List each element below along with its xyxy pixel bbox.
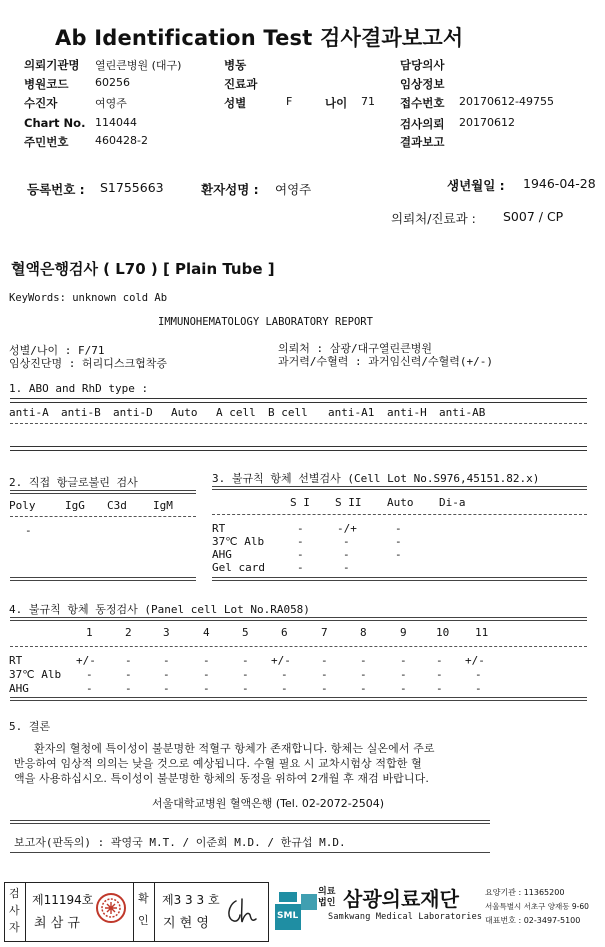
header-label: Chart No. bbox=[24, 116, 86, 130]
org-license: 요양기관 : 11365200 bbox=[485, 888, 565, 897]
section-5-title: 5. 결론 bbox=[9, 720, 51, 733]
divider bbox=[10, 493, 196, 494]
divider bbox=[10, 620, 587, 621]
label-char: 인 bbox=[138, 914, 149, 927]
diagnosis: 임상진단명 : 허리디스크협착증 bbox=[9, 357, 168, 370]
panel-cell: - bbox=[360, 654, 367, 667]
panel-cell: - bbox=[163, 668, 170, 681]
panel-cell: - bbox=[203, 654, 210, 667]
screen-cell: - bbox=[395, 522, 402, 535]
dat-header: IgM bbox=[153, 499, 173, 512]
screen-cell: - bbox=[343, 561, 350, 574]
divider bbox=[10, 446, 587, 451]
report-heading: 혈액은행검사 ( L70 ) [ Plain Tube ] bbox=[11, 260, 275, 278]
lab-title: IMMUNOHEMATOLOGY LABORATORY REPORT bbox=[158, 316, 373, 328]
panel-cell: - bbox=[400, 668, 407, 681]
label-char: 검 bbox=[9, 887, 20, 900]
panel-header: 6 bbox=[281, 626, 288, 639]
abo-header: anti-A bbox=[9, 406, 49, 419]
panel-cell: - bbox=[242, 668, 249, 681]
signoff: 서울대학교병원 혈액은행 (Tel. 02-2072-2504) bbox=[152, 797, 385, 810]
panel-cell: - bbox=[475, 682, 482, 695]
header-label: 담당의사 bbox=[400, 58, 445, 72]
panel-header: 1 bbox=[86, 626, 93, 639]
panel-cell: - bbox=[281, 668, 288, 681]
screen-cell: - bbox=[297, 561, 304, 574]
panel-row-label: RT bbox=[9, 654, 23, 667]
header-value: 71 bbox=[361, 95, 375, 108]
prefix-line: 의료 bbox=[318, 887, 336, 897]
label-char: 사 bbox=[9, 904, 20, 917]
header-value: 여영주 bbox=[95, 97, 127, 110]
header-value: 114044 bbox=[95, 116, 137, 129]
panel-header: 9 bbox=[400, 626, 407, 639]
header-label: 병원코드 bbox=[24, 77, 69, 91]
screen-row-label: RT bbox=[212, 522, 226, 535]
inspector-license: 제11194호 bbox=[32, 893, 94, 907]
divider bbox=[10, 617, 587, 618]
sml-logo-icon bbox=[271, 884, 321, 934]
abo-header: anti-D bbox=[113, 406, 153, 419]
abo-header: A cell bbox=[216, 406, 256, 419]
dat-header: IgG bbox=[65, 499, 85, 512]
header-label: 의뢰기관명 bbox=[24, 58, 80, 72]
divider bbox=[212, 486, 587, 487]
panel-cell: +/- bbox=[76, 654, 96, 667]
panel-header: 11 bbox=[475, 626, 489, 639]
dob-value: 1946-04-28 bbox=[523, 176, 596, 191]
history: 과거력/수혈력 : 과거임신력/수혈력(+/-) bbox=[278, 355, 493, 368]
header-label: 임상정보 bbox=[400, 77, 445, 91]
logo-text: SML bbox=[277, 911, 299, 921]
screen-cell: -/+ bbox=[337, 522, 357, 535]
seal-stamp-icon bbox=[95, 892, 127, 924]
divider bbox=[10, 646, 587, 647]
org-address: 서울특별시 서초구 양재동 9-60 bbox=[485, 902, 589, 911]
header-value: 20170612 bbox=[459, 116, 515, 129]
panel-cell: - bbox=[125, 668, 132, 681]
screen-header: Di-a bbox=[439, 496, 466, 509]
screen-cell: - bbox=[343, 548, 350, 561]
divider bbox=[25, 882, 26, 942]
header-value: 460428-2 bbox=[95, 134, 148, 147]
divider bbox=[10, 490, 196, 491]
panel-header: 5 bbox=[242, 626, 249, 639]
screen-cell: - bbox=[297, 522, 304, 535]
reporters: 보고자(판독의) : 곽영국 M.T. / 이준희 M.D. / 한규섭 M.D. bbox=[14, 836, 346, 849]
panel-cell: - bbox=[281, 682, 288, 695]
screen-cell: - bbox=[343, 535, 350, 548]
org-name: 삼광의료재단 bbox=[343, 887, 459, 911]
screen-row-label: 37℃ Alb bbox=[212, 535, 265, 548]
divider bbox=[212, 514, 587, 515]
label-char: 자 bbox=[9, 921, 20, 934]
header-value: 60256 bbox=[95, 76, 130, 89]
panel-cell: - bbox=[125, 654, 132, 667]
report-title: Ab Identification Test 검사결과보고서 bbox=[55, 26, 464, 50]
panel-cell: - bbox=[125, 682, 132, 695]
patient-name: 여영주 bbox=[275, 182, 312, 197]
reviewer-label bbox=[138, 888, 149, 932]
header-label: 진료과 bbox=[224, 77, 258, 91]
section-2-title: 2. 직접 항글로불린 검사 bbox=[9, 476, 138, 489]
panel-cell: - bbox=[436, 654, 443, 667]
reviewer-name: 지 현 영 bbox=[163, 916, 209, 931]
divider bbox=[10, 820, 490, 821]
abo-header: Auto bbox=[171, 406, 198, 419]
divider bbox=[212, 580, 587, 581]
divider bbox=[10, 580, 196, 581]
abo-header: anti-H bbox=[387, 406, 427, 419]
inspector-name: 최 삼 규 bbox=[34, 916, 80, 931]
screen-header: S II bbox=[335, 496, 362, 509]
screen-cell: - bbox=[395, 535, 402, 548]
divider bbox=[133, 882, 134, 942]
conclusion-line: 환자의 혈청에 특이성이 불분명한 적혈구 항체가 존재합니다. 항체는 실온에서 주로 bbox=[34, 742, 435, 755]
header-label: 나이 bbox=[325, 96, 348, 110]
org-prefix bbox=[318, 887, 335, 909]
header-label: 병동 bbox=[224, 58, 247, 72]
abo-header: anti-B bbox=[61, 406, 101, 419]
sex-age: 성별/나이 : F/71 bbox=[9, 344, 105, 357]
name-label: 환자성명 : bbox=[201, 182, 259, 197]
panel-row-label: AHG bbox=[9, 682, 29, 695]
dat-header: C3d bbox=[107, 499, 127, 512]
screen-row-label: Gel card bbox=[212, 561, 265, 574]
panel-cell: - bbox=[321, 654, 328, 667]
divider bbox=[10, 852, 490, 853]
dept-label: 의뢰처/진료과 : bbox=[391, 211, 476, 226]
section-4-title: 4. 불규칙 항체 동정검사 (Panel cell Lot No.RA058) bbox=[9, 603, 310, 616]
divider bbox=[212, 489, 587, 490]
panel-cell: +/- bbox=[271, 654, 291, 667]
panel-cell: - bbox=[242, 654, 249, 667]
panel-cell: - bbox=[400, 654, 407, 667]
abo-header: anti-A1 bbox=[328, 406, 375, 419]
panel-cell: - bbox=[400, 682, 407, 695]
panel-header: 4 bbox=[203, 626, 210, 639]
header-value: F bbox=[286, 95, 293, 108]
screen-cell: - bbox=[297, 535, 304, 548]
prefix-line: 법인 bbox=[318, 898, 336, 908]
panel-cell: - bbox=[203, 682, 210, 695]
divider bbox=[10, 823, 490, 824]
org-phone: 대표번호 : 02-3497-5100 bbox=[485, 916, 581, 925]
screen-header: Auto bbox=[387, 496, 414, 509]
org-english-name: Samkwang Medical Laboratories bbox=[328, 912, 483, 922]
panel-header: 2 bbox=[125, 626, 132, 639]
conclusion-line: 반응하여 임상적 의의는 낮을 것으로 예상됩니다. 수혈 필요 시 교차시험상 적합한 혈 bbox=[14, 757, 422, 770]
panel-cell: - bbox=[475, 668, 482, 681]
screen-cell: - bbox=[297, 548, 304, 561]
panel-header: 7 bbox=[321, 626, 328, 639]
panel-header: 8 bbox=[360, 626, 367, 639]
inspector-label bbox=[9, 885, 20, 936]
signature-icon bbox=[222, 895, 262, 927]
panel-cell: - bbox=[321, 682, 328, 695]
reg-number: S1755663 bbox=[100, 180, 164, 195]
label-char: 확 bbox=[138, 892, 149, 905]
panel-cell: - bbox=[86, 682, 93, 695]
panel-cell: - bbox=[360, 668, 367, 681]
divider bbox=[154, 882, 155, 942]
divider bbox=[10, 423, 587, 424]
dat-header: Poly bbox=[9, 499, 36, 512]
header-value: 열린큰병원 (대구) bbox=[95, 59, 182, 72]
header-label: 결과보고 bbox=[400, 135, 445, 149]
panel-cell: - bbox=[360, 682, 367, 695]
screen-header: S I bbox=[290, 496, 310, 509]
header-label: 수진자 bbox=[24, 96, 58, 110]
divider bbox=[10, 697, 587, 698]
panel-row-label: 37℃ Alb bbox=[9, 668, 62, 681]
requester: 의뢰처 : 삼광/대구열린큰병원 bbox=[278, 342, 433, 355]
panel-cell: - bbox=[321, 668, 328, 681]
screen-row-label: AHG bbox=[212, 548, 232, 561]
section-3-title: 3. 불규칙 항체 선별검사 (Cell Lot No.S976,45151.82.x) bbox=[212, 472, 540, 485]
panel-cell: - bbox=[163, 682, 170, 695]
dob-label: 생년월일 : bbox=[447, 178, 505, 193]
abo-header: B cell bbox=[268, 406, 308, 419]
section-1-title: 1. ABO and RhD type : bbox=[9, 382, 149, 395]
panel-cell: - bbox=[436, 668, 443, 681]
header-value: 20170612-49755 bbox=[459, 95, 554, 108]
reviewer-license: 제3 3 3 호 bbox=[162, 893, 220, 907]
conclusion-line: 액을 사용하십시오. 특이성이 불분명한 항체의 동정을 위하여 2개월 후 재검 바랍니다. bbox=[14, 772, 429, 785]
panel-cell: - bbox=[86, 668, 93, 681]
abo-header: anti-AB bbox=[439, 406, 486, 419]
divider bbox=[10, 700, 587, 701]
panel-cell: - bbox=[203, 668, 210, 681]
panel-header: 10 bbox=[436, 626, 450, 639]
dept-value: S007 / CP bbox=[503, 209, 564, 224]
panel-cell: - bbox=[436, 682, 443, 695]
divider bbox=[10, 577, 196, 578]
screen-cell: - bbox=[395, 548, 402, 561]
panel-header: 3 bbox=[163, 626, 170, 639]
header-label: 접수번호 bbox=[400, 96, 445, 110]
panel-cell: - bbox=[163, 654, 170, 667]
panel-cell: - bbox=[242, 682, 249, 695]
header-label: 검사의뢰 bbox=[400, 117, 445, 131]
divider bbox=[10, 398, 587, 403]
panel-cell: +/- bbox=[465, 654, 485, 667]
keywords: KeyWords: unknown cold Ab bbox=[9, 292, 168, 304]
reg-label: 등록번호 : bbox=[27, 182, 85, 197]
header-label: 성별 bbox=[224, 96, 247, 110]
divider bbox=[10, 516, 196, 517]
divider bbox=[212, 577, 587, 578]
header-label: 주민번호 bbox=[24, 135, 69, 149]
dat-value: - bbox=[25, 524, 32, 537]
